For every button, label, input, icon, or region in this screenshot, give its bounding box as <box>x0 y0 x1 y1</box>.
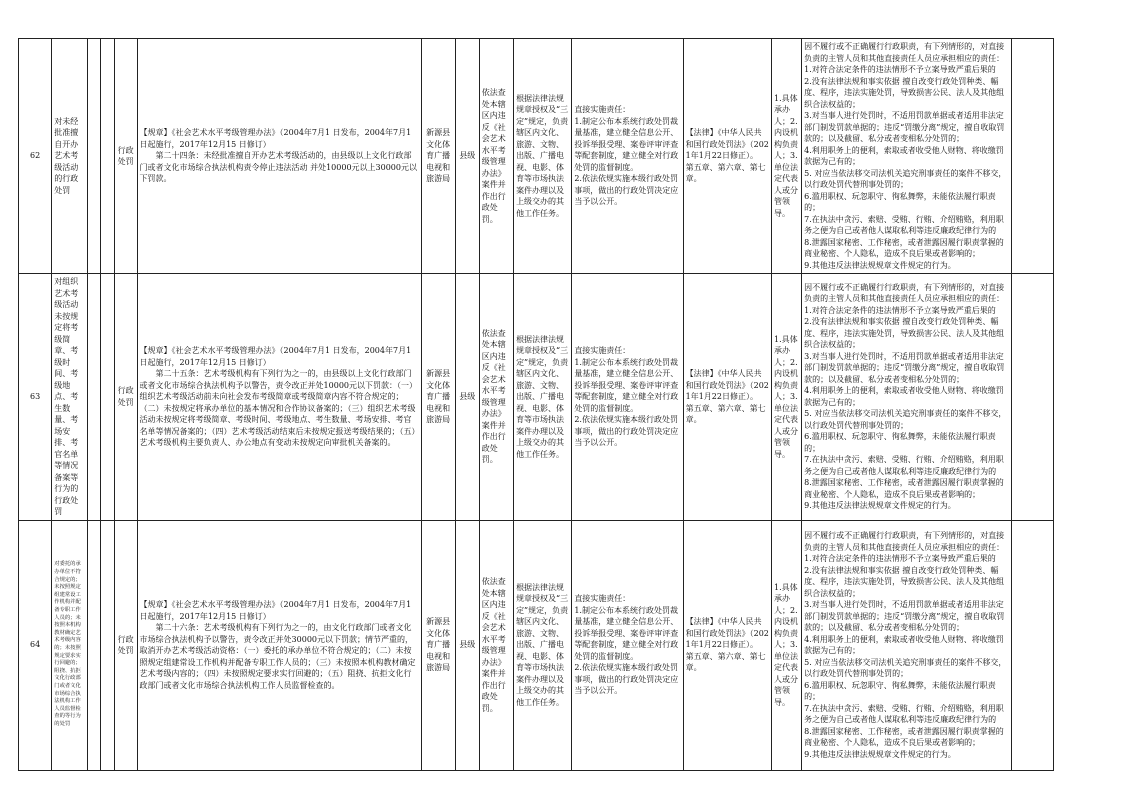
acc-line: 9.其他违反法律法规规章文件规定的行为。 <box>804 260 956 270</box>
acc-line: 6.滥用职权、玩忽职守、徇私舞弊，未能依法履行职责的； <box>804 191 996 212</box>
acc-line: 1.对符合法定条件的违法情形不予立案导致严重后果的 <box>804 305 996 315</box>
row-number: 62 <box>19 39 52 274</box>
acc-line: 4.利用职务上的便利，索取或者收受他人财物、将收缴罚款据为己有的； <box>804 386 1004 407</box>
acc-line: 5. 对应当依法移交司法机关追究刑事责任的案件不移交，以行政处罚代替刑事处罚的； <box>804 409 1007 430</box>
accountability-cases <box>802 520 1012 770</box>
basis-line: 【规章】《社会艺术水平考级管理办法》（2004年7月1 日发布，2004年7月1日起施行，2017年12月15 日修订） <box>139 600 412 621</box>
power-list-table <box>18 38 1054 771</box>
item-name: 对未经批准擅自开办艺术考级活动的行政处罚 <box>52 39 87 274</box>
acc-line: 8.泄露国家秘密、工作秘密，或者泄露因履行职责掌握的商业秘密、个人隐私，造成不良后果或者影响的； <box>804 726 1004 747</box>
acc-line: 5. 对应当依法移交司法机关追究刑事责任的案件不移交，以行政处罚代替刑事处罚的； <box>804 657 1007 678</box>
acc-line: 8.泄露国家秘密、工作秘密，或者泄露因履行职责掌握的商业秘密、个人隐私，造成不良后果或者影响的； <box>804 478 1004 499</box>
legal-basis <box>137 39 421 274</box>
remarks-cell <box>1012 520 1054 770</box>
acc-line: 9.其他违反法律法规规章文件规定的行为。 <box>804 749 956 759</box>
acc-line: 6.滥用职权、玩忽职守、徇私舞弊，未能依法履行职责的； <box>804 680 996 701</box>
responsibility-items: 直接实施责任： 1.制定公布本系统行政处罚裁量基准，建立健全信息公开、投诉举报受理、案卷评审评查等配套制度，建立健全对行政处罚的监督制度。 2.依法依规实施本级行政处罚事项，做出的行政处罚决定应当予以公开。 <box>572 274 683 521</box>
acc-line: 7.在执法中贪污、索赔、受贿、行贿、介绍贿赂，利用职务之便为自己或者他人谋取私利等违反廉政纪律行为的 <box>804 455 1004 476</box>
acc-line: 因不履行或不正确履行行政职责，有下列情形的，对直接负责的主管人员和其他直接责任人员应承担相应的责任： <box>804 42 1005 63</box>
acc-line: 2.没有法律法规和事实依据 擅自改变行政处罚种类、幅度、程序，违法实施处罚，导致损害公民、法人及其他组织合法权益的； <box>804 565 1005 598</box>
empty-cell <box>101 520 115 770</box>
responsibility-items: 直接实施责任： 1.制定公布本系统行政处罚裁量基准，建立健全信息公开、投诉举报受理、案卷评审评查等配套制度，建立健全对行政处罚的监督制度。 2.依法依规实施本级行政处罚事项，做出的行政处罚决定应当予以公开。 <box>572 520 683 770</box>
basis-line: 第二十四条：未经批准擅自开办艺术考级活动的，由县级以上文化行政部门或者文化市场综合执法机构责令停止违法活动 并处10000元以上30000元以下罚款。 <box>139 151 417 184</box>
item-name: 对组织艺术考级活动未按规定将考级简章、考级时间、考级地点、考生数量、考场安排、考官名单等情况备案等行为的行政处罚 <box>52 274 87 521</box>
acc-line: 4.利用职务上的便利，索取或者收受他人财物、将收缴罚款据为己有的； <box>804 145 1004 166</box>
item-type: 行政处罚 <box>114 520 137 770</box>
responsibility-source: 根据法律法规规章授权及“三定”规定，负责辖区内文化、旅游、文物、出版、广播电视、电影、体育等市场执法案件办理以及上级交办的其他工作任务。 <box>514 39 572 274</box>
acc-line: 8.泄露国家秘密、工作秘密，或者泄露因履行职责掌握的商业秘密、个人隐私，造成不良后果或者影响的； <box>804 237 1004 258</box>
legal-basis <box>137 274 421 521</box>
acc-line: 5. 对应当依法移交司法机关追究刑事责任的案件不移交，以行政处罚代替刑事处罚的； <box>804 168 1007 189</box>
table-row <box>19 520 1054 770</box>
acc-line: 3.对当事人进行处罚时，不适用罚款单据或者适用非法定部门制发罚款单据的；违反“罚缴分离”规定，擅自收取罚款的；以及截留、私分或者变相私分处罚的； <box>804 600 1005 632</box>
remarks-cell <box>1012 274 1054 521</box>
responsible-subjects: 1.具体承办人；2.内设机构负责人；3.单位法定代表人或分管领导。 <box>772 39 802 274</box>
implementing-department: 新源县文化体育广播电视和旅游局 <box>421 274 455 521</box>
basis-line: 【规章】《社会艺术水平考级管理办法》（2004年7月1 日发布，2004年7月1日起施行，2017年12月15 日修订） <box>139 128 412 149</box>
acc-line: 3.对当事人进行处罚时，不适用罚款单据或者适用非法定部门制发罚款单据的；违反“罚缴分离”规定，擅自收取罚款的；以及截留、私分或者变相私分处罚的； <box>804 351 1005 384</box>
legal-basis <box>137 520 421 770</box>
empty-cell <box>87 39 101 274</box>
table-row <box>19 274 1054 521</box>
responsible-subjects: 1.具体承办人；2.内设机构负责人；3.单位法定代表人或分管领导。 <box>772 520 802 770</box>
acc-line: 1.对符合法定条件的违法情形不予立案导致严重后果的 <box>804 554 996 563</box>
empty-cell <box>101 39 115 274</box>
responsibility-source: 根据法律法规规章授权及“三定”规定，负责辖区内文化、旅游、文物、出版、广播电视、电影、体育等市场执法案件办理以及上级交办的其他工作任务。 <box>514 520 572 770</box>
administrative-level: 县级 <box>455 39 479 274</box>
administrative-level: 县级 <box>455 520 479 770</box>
responsibility-source: 根据法律法规规章授权及“三定”规定，负责辖区内文化、旅游、文物、出版、广播电视、电影、体育等市场执法案件办理以及上级交办的其他工作任务。 <box>514 274 572 521</box>
accountability-cases <box>802 274 1012 521</box>
empty-cell <box>101 274 115 521</box>
responsibility-items: 直接实施责任： 1.制定公布本系统行政处罚裁量基准，建立健全信息公开、投诉举报受理、案卷评审评查等配套制度，建立健全对行政处罚的监督制度。 2.依法依规实施本级行政处罚事项，做出的行政处罚决定应当予以公开。 <box>572 39 683 274</box>
acc-line: 因不履行或不正确履行行政职责，有下列情形的，对直接负责的主管人员和其他直接责任人员应承担相应的责任： <box>804 531 1005 552</box>
accountability-cases <box>802 39 1012 274</box>
implementation-scope: 依法查处本辖区内违反《社会艺术水平考级管理办法》案件并作出行政处罚。 <box>479 274 513 521</box>
acc-line: 因不履行或不正确履行行政职责，有下列情形的，对直接负责的主管人员和其他直接责任人员应承担相应的责任： <box>804 282 1005 304</box>
acc-line: 1.对符合法定条件的违法情形不予立案导致严重后果的 <box>804 65 996 74</box>
acc-line: 4.利用职务上的便利，索取或者收受他人财物、将收缴罚款据为己有的； <box>804 634 1004 655</box>
basis-line: 【规章】《社会艺术水平考级管理办法》（2004年7月1 日发布，2004年7月1日起施行，2017年12月15 日修订） <box>139 346 412 367</box>
responsible-subjects: 1.具体承办人；2.内设机构负责人；3.单位法定代表人或分管领导。 <box>772 274 802 521</box>
acc-line: 9.其他违反法律法规规章文件规定的行为。 <box>804 501 956 511</box>
acc-line: 2.没有法律法规和事实依据 擅自改变行政处罚种类、幅度、程序，违法实施处罚，导致损害公民、法人及其他组织合法权益的； <box>804 317 1005 350</box>
acc-line: 7.在执法中贪污、索赔、受贿、行贿、介绍贿赂，利用职务之便为自己或者他人谋取私利等违反廉政纪律行为的 <box>804 703 1004 724</box>
row-number: 64 <box>19 520 52 770</box>
implementation-scope: 依法查处本辖区内违反《社会艺术水平考级管理办法》案件并作出行政处罚。 <box>479 39 513 274</box>
legal-reference: 【法律】《中华人民共和国行政处罚法》（2021年1月22日修正）。 第五章、第六章、第七章。 <box>683 520 771 770</box>
legal-reference: 【法律】《中华人民共和国行政处罚法》（2021年1月22日修正）。 第五章、第六章、第七章。 <box>683 274 771 521</box>
implementing-department: 新源县文化体育广播电视和旅游局 <box>421 520 455 770</box>
implementing-department: 新源县文化体育广播电视和旅游局 <box>421 39 455 274</box>
row-number: 63 <box>19 274 52 521</box>
acc-line: 6.滥用职权、玩忽职守、徇私舞弊，未能依法履行职责的； <box>804 432 996 453</box>
empty-cell <box>87 520 101 770</box>
item-type: 行政处罚 <box>114 274 137 521</box>
acc-line: 2.没有法律法规和事实依据 擅自改变行政处罚种类、幅度、程序，违法实施处罚，导致损害公民、法人及其他组织合法权益的； <box>804 76 1005 109</box>
acc-line: 7.在执法中贪污、索赔、受贿、行贿、介绍贿赂，利用职务之便为自己或者他人谋取私利等违反廉政纪律行为的 <box>804 214 1004 235</box>
administrative-level: 县级 <box>455 274 479 521</box>
implementation-scope: 依法查处本辖区内违反《社会艺术水平考级管理办法》案件并作出行政处罚。 <box>479 520 513 770</box>
item-type: 行政处罚 <box>114 39 137 274</box>
empty-cell <box>87 274 101 521</box>
remarks-cell <box>1012 39 1054 274</box>
table-row <box>19 39 1054 274</box>
legal-reference: 【法律】《中华人民共和国行政处罚法》（2021年1月22日修正）。 第五章、第六章、第七章。 <box>683 39 771 274</box>
basis-line: 第二十五条：艺术考级机构有下列行为之一的，由县级以上文化行政部门或者文化市场综合执法机构予以警告，责令改正并处10000元以下罚款：（一）组织艺术考级活动前未向社会发布考级简章或考级简章内容不符合规定的；（二）未按规定将承办单位的基本情况和合作协议备案的；（三）组织艺术考级活动未按规定将考级简章、考级时间、考级地点、考生数量、考场安排、考官名单等情况备案的；（四）艺术考级活动结束后未按规定报送考级结果的；（五）艺术考级机构主要负责人、办公地点有变动未按规定向审批机关备案的。 <box>139 369 417 447</box>
basis-line: 第二十六条：艺术考级机构有下列行为之一的，由文化行政部门或者文化市场综合执法机构予以警告，责令改正并处30000元以下罚款；情节严重的，取消开办艺术考级活动资格：（一）委托的承办单位不符合规定的；（二）未按照规定组建常设工作机构并配备专职工作人员的；（三）未按照本机构教材确定艺术考级内容的；（四）未按照规定要求实行回避的；（五）阻挠、抗拒文化行政部门或者文化市场综合执法机构工作人员监督检查的。 <box>139 623 416 690</box>
item-name: 对委托的承办单位不符合规定的；未按照规定组建常设工作机构并配备专职工作人员的；未按照本机构教材确定艺术考级内容的；未按照规定要求实行回避的；阻挠、抗拒文化行政部门或者文化市场综合执法机构工作人员监督检查的等行为的处罚 <box>52 520 87 770</box>
acc-line: 3.对当事人进行处罚时，不适用罚款单据或者适用非法定部门制发罚款单据的；违反“罚缴分离”规定，擅自收取罚款的；以及截留、私分或者变相私分处罚的； <box>804 111 1005 143</box>
